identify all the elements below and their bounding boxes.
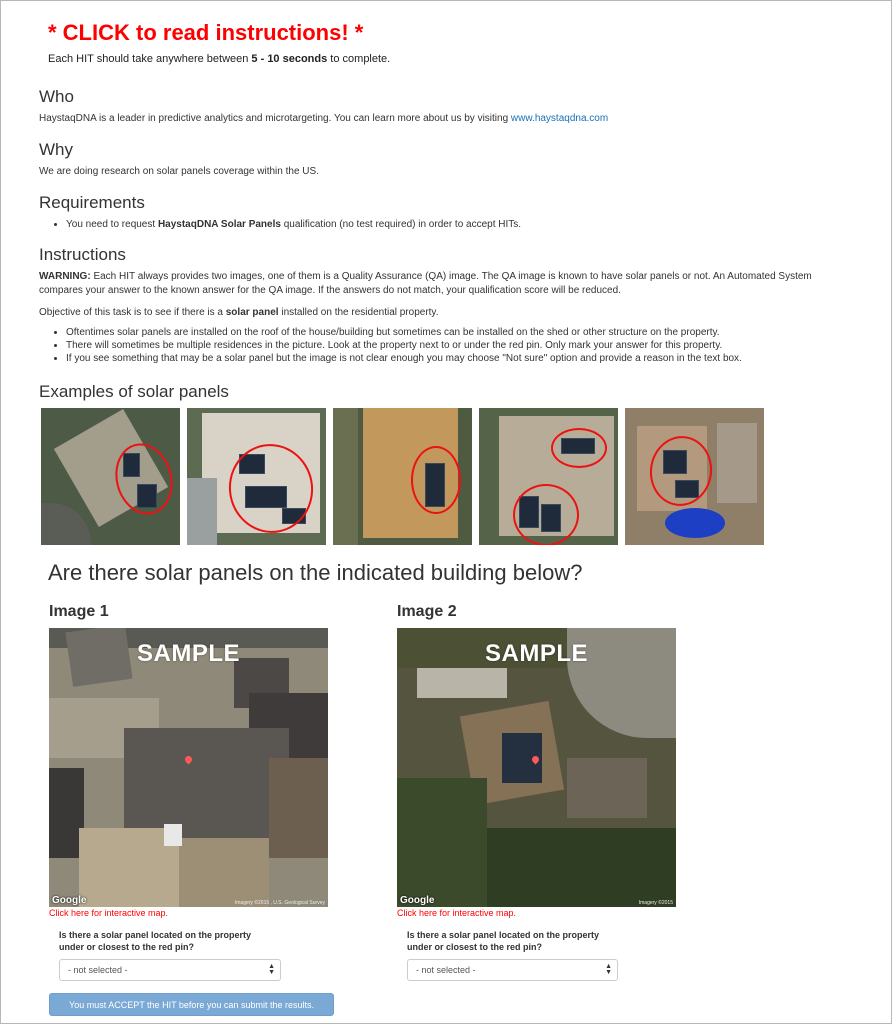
interactive-map-link-1[interactable]: Click here for interactive map. xyxy=(49,908,169,918)
examples-heading: Examples of solar panels xyxy=(39,382,229,401)
example-image-1 xyxy=(41,408,180,545)
google-logo: Google xyxy=(400,895,435,906)
image-1-label: Image 1 xyxy=(49,603,109,620)
example-image-4 xyxy=(479,408,618,545)
example-image-3 xyxy=(333,408,472,545)
requirements-heading: Requirements xyxy=(39,193,145,212)
instruction-item: • Oftentimes solar panels are installed on the roof of the house/building but sometimes can be installed on the shed or other structure on the property. xyxy=(66,326,856,339)
satellite-image-1 xyxy=(49,628,328,907)
instruction-item: • If you see something that may be a solar panel but the image is not clear enough you may choose "Not sure" option and provide a reason in the text box. xyxy=(66,352,856,365)
haystaqdna-link[interactable]: www.haystaqdna.com xyxy=(510,113,609,124)
example-image-2 xyxy=(187,408,326,545)
question-heading: Are there solar panels on the indicated building below? xyxy=(48,560,583,585)
why-text: We are doing research on solar panels coverage within the US. xyxy=(39,166,319,177)
select-arrows-icon: ▲ ▼ xyxy=(605,963,612,976)
solar-answer-select-1[interactable]: - not selected - ▲ ▼ xyxy=(59,959,281,981)
instructions-toggle[interactable]: * CLICK to read instructions! * xyxy=(48,20,364,45)
select-arrows-icon: ▲ ▼ xyxy=(268,963,275,976)
who-heading: Who xyxy=(39,87,74,106)
instructions-list xyxy=(39,326,856,365)
sample-overlay: SAMPLE xyxy=(484,640,588,667)
imagery-credit: Imagery ©2015 xyxy=(638,900,673,906)
question-text-2: Is there a solar panel located on the property under or closest to the red pin? xyxy=(407,930,600,952)
satellite-image-2 xyxy=(397,628,676,907)
requirements-list xyxy=(39,218,856,231)
google-logo: Google xyxy=(52,895,87,906)
example-image-5 xyxy=(625,408,764,545)
imagery-credit: Imagery ©2015 , U.S. Geological Survey xyxy=(234,900,325,906)
instruction-item: • There will sometimes be multiple residences in the picture. Look at the property next to or under the red pin. Only mark your answer for this property. xyxy=(66,339,856,352)
requirement-item: • You need to request HaystaqDNA Solar Panels qualification (no test required) in order to accept HITs. xyxy=(66,218,856,231)
warning-text: WARNING: Each HIT always provides two images, one of them is a Quality Assurance (QA) image. The QA image is known to have solar panels or not. An Automated System compares your answer to the known answer for the QA image. If the answers do not match, your qualification score will be reduced. xyxy=(39,271,812,296)
who-text: HaystaqDNA is a leader in predictive analytics and microtargeting. You can learn more about us by visiting www.haystaqdna.com xyxy=(39,113,609,124)
sample-overlay: SAMPLE xyxy=(136,640,240,667)
instructions-heading: Instructions xyxy=(39,245,126,264)
question-text-1: Is there a solar panel located on the property under or closest to the red pin? xyxy=(59,930,252,952)
submit-button[interactable]: You must ACCEPT the HIT before you can submit the results. xyxy=(49,993,334,1016)
image-2-label: Image 2 xyxy=(397,603,457,620)
objective-text: Objective of this task is to see if there is a solar panel installed on the residential property. xyxy=(39,307,439,318)
interactive-map-link-2[interactable]: Click here for interactive map. xyxy=(397,908,517,918)
why-heading: Why xyxy=(39,140,73,159)
solar-answer-select-2[interactable]: - not selected - ▲ ▼ xyxy=(407,959,618,981)
hit-time-note: Each HIT should take anywhere between 5 - 10 seconds to complete. xyxy=(48,53,391,65)
